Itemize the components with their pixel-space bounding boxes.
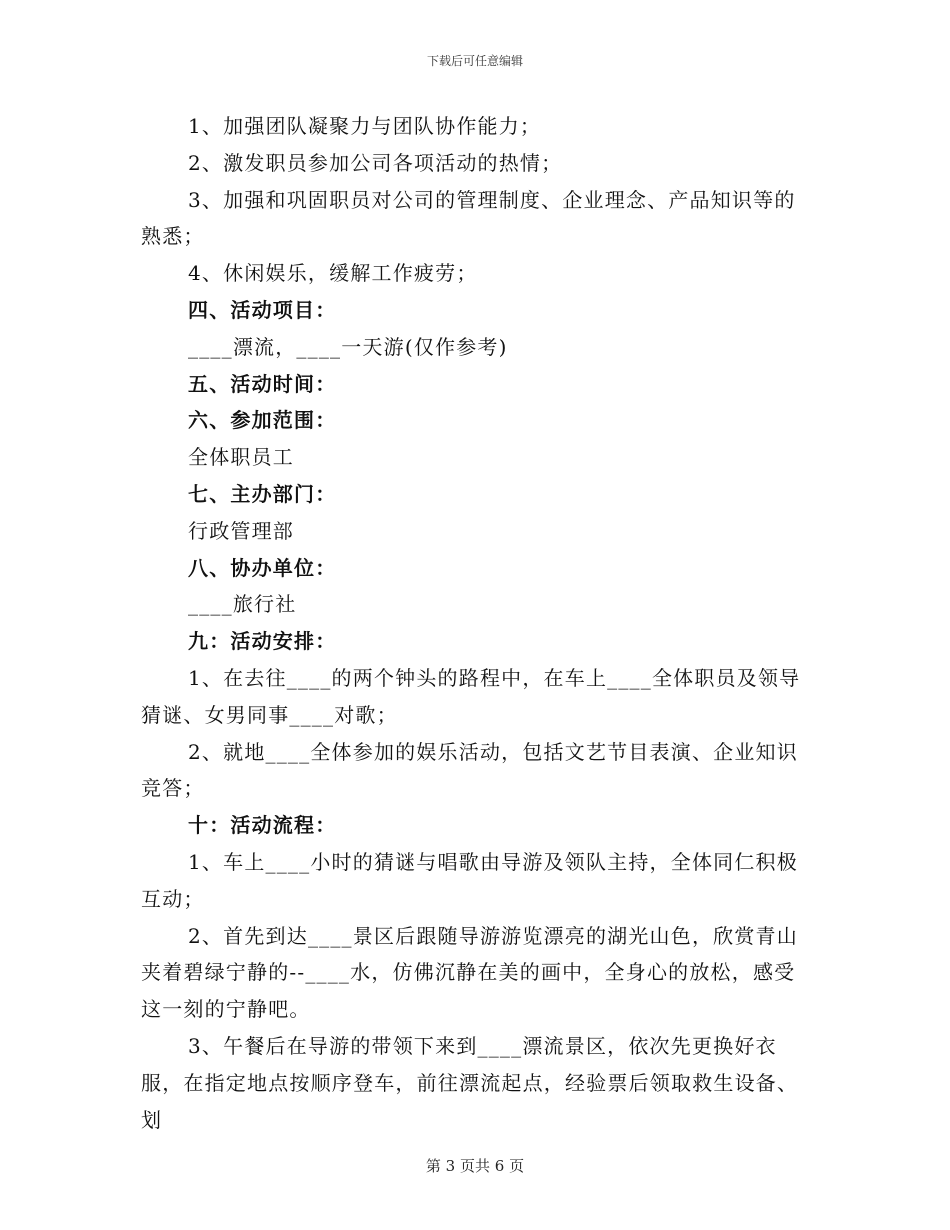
blank: ____ [477,1033,523,1058]
activity-day-trip: 一天游(仅作参考) [341,334,508,359]
text-run: 全体参加的娱乐活动，包括文艺节目表演、企业知识竞答； [141,739,798,801]
arrangement-2 [141,734,811,808]
blank: ____ [286,665,332,690]
blank: ____ [188,334,233,359]
text-run: 水，仿佛沉静在美的画中，全身心的放松，感受这一刻的宁静吧。 [141,960,796,1022]
text-run: 1、车上 [188,849,266,874]
blank: ____ [188,592,233,617]
blank: ____ [296,334,342,359]
goal-2: 2、激发职员参加公司各项活动的热情； [188,150,563,175]
activity-rafting: 漂流， [232,334,297,359]
goal-1: 1、加强团队凝聚力与团队协作能力； [188,114,542,138]
text-run: 3、午餐后在导游的带领下来到 [188,1033,478,1058]
text-run: 全体职员及领导猜谜、女男同事 [141,665,801,727]
co-organizer-text [141,586,811,623]
arrangement-1 [141,660,811,734]
goal-4: 4、休闲娱乐，缓解工作疲劳； [188,261,478,286]
host-text: 行政管理部 [188,518,294,543]
text-run: 1、在去往 [188,665,287,690]
text-run: 漂流景区，依次先更换好衣服，在指定地点按顺序登车，前往漂流起点，经验票后领取救生设备、划 [141,1033,799,1132]
page-header: 下载后可任意编辑 [426,54,523,68]
scope-text: 全体职员工 [188,445,294,470]
section-heading-time: 五、活动时间： [188,371,337,396]
blank: ____ [307,923,353,948]
text-run: 的两个钟头的路程中，在车上 [331,665,608,690]
section-heading-scope: 六、参加范围： [188,408,337,433]
page-footer: 第 3 页共 6 页 [425,1157,525,1175]
process-3 [141,1028,811,1138]
text-run: 景区后跟随导游游览漂亮的湖光山色，欣赏青山夹着碧绿宁静的-- [141,923,798,985]
section-heading-host: 七、主办部门： [188,481,337,506]
text-run: 对歌； [334,702,398,727]
goal-3: 3、加强和巩固职员对公司的管理制度、企业理念、产品知识等的熟悉； [141,187,796,249]
section-heading-co-organizer: 八、协办单位： [188,555,337,580]
section-heading-arrangement: 九：活动安排： [188,629,337,654]
text-run: 小时的猜谜与唱歌由导游及领队主持，全体同仁积极互动； [141,849,798,911]
blank: ____ [265,739,311,764]
blank: ____ [607,665,652,690]
text-run: 2、就地 [188,739,266,764]
process-2 [141,918,811,1028]
travel-agency: 旅行社 [232,592,297,617]
process-1 [141,844,811,918]
blank: ____ [305,960,351,985]
document-body [141,108,811,1138]
blank: ____ [265,849,311,874]
text-run: 2、首先到达 [188,923,308,948]
section-heading-process: 十：活动流程： [188,813,337,838]
blank: ____ [289,702,335,727]
activities-list [141,329,811,366]
section-heading-activities: 四、活动项目： [188,297,337,322]
